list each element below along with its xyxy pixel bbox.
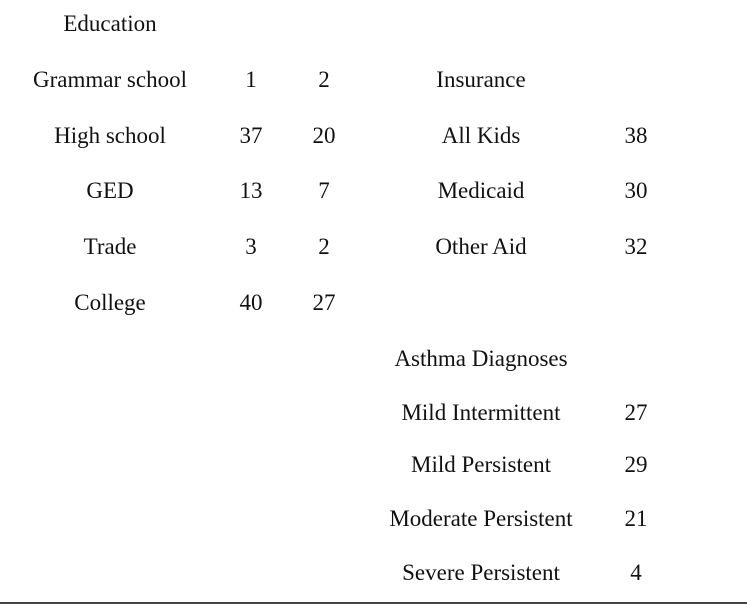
- education-row-col1: 1: [245, 67, 257, 92]
- education-row-col2: 7: [318, 178, 330, 203]
- education-row-col1: 13: [239, 178, 263, 203]
- insurance-heading: Insurance: [436, 67, 526, 92]
- education-row-label: College: [74, 290, 146, 315]
- asthma-heading: Asthma Diagnoses: [394, 346, 568, 371]
- education-row-col1: 3: [245, 234, 257, 259]
- asthma-row-label: Mild Intermittent: [401, 400, 561, 425]
- insurance-row-value: 38: [624, 123, 648, 148]
- insurance-row-value: 32: [624, 234, 648, 259]
- asthma-row-value: 27: [624, 400, 648, 425]
- asthma-row-label: Moderate Persistent: [389, 506, 573, 531]
- education-row-col1: 40: [239, 290, 263, 315]
- asthma-row-value: 4: [630, 560, 642, 585]
- education-row-label: Trade: [83, 234, 137, 259]
- insurance-row-label: Medicaid: [437, 178, 525, 203]
- bottom-rule: [0, 602, 747, 604]
- education-heading: Education: [63, 11, 157, 36]
- asthma-row-value: 21: [624, 506, 648, 531]
- asthma-row-label: Mild Persistent: [411, 452, 551, 477]
- education-row-label: High school: [54, 123, 166, 148]
- education-row-label: Grammar school: [33, 67, 187, 92]
- insurance-row-label: All Kids: [441, 123, 521, 148]
- education-row-label: GED: [86, 178, 134, 203]
- education-row-col2: 27: [312, 290, 336, 315]
- asthma-row-value: 29: [624, 452, 648, 477]
- education-row-col2: 2: [318, 234, 330, 259]
- education-row-col2: 2: [318, 67, 330, 92]
- insurance-row-label: Other Aid: [435, 234, 527, 259]
- education-row-col1: 37: [239, 123, 263, 148]
- insurance-row-value: 30: [624, 178, 648, 203]
- asthma-row-label: Severe Persistent: [402, 560, 560, 585]
- education-row-col2: 20: [312, 123, 336, 148]
